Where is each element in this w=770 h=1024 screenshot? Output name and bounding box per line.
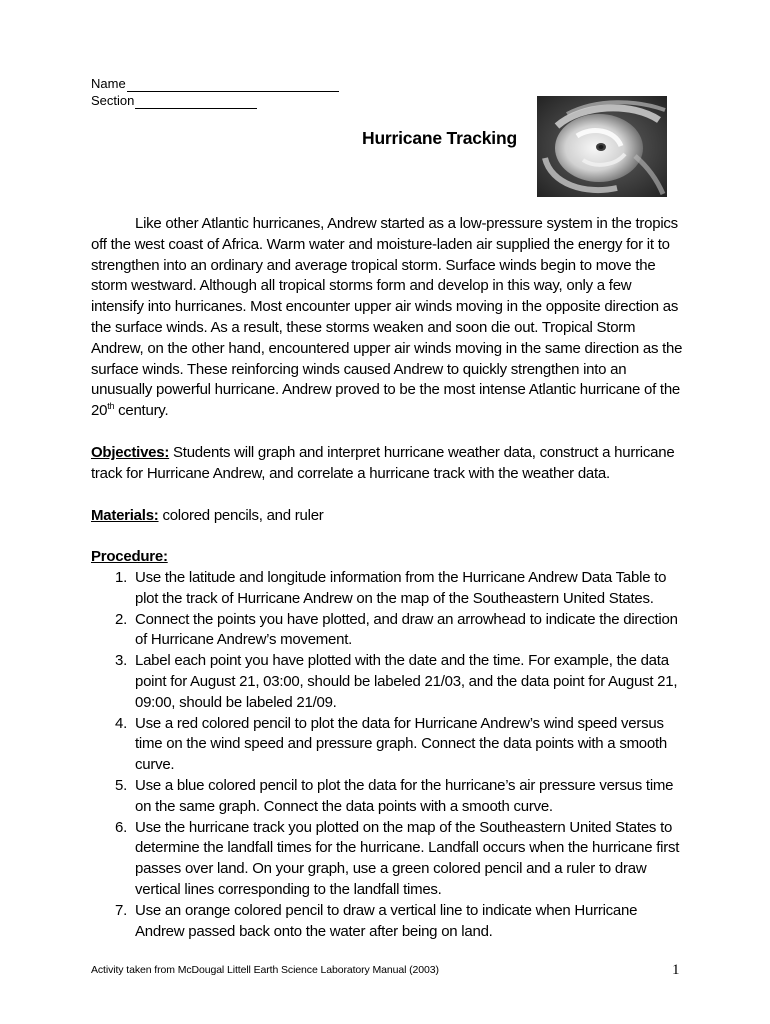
procedure-step xyxy=(91,818,685,901)
objectives-text: Students will graph and interpret hurricane weather data, construct a hurricane track for Hurricane Andrew, and correlate a hurricane track with the weather data. xyxy=(91,444,675,482)
step-text: Use a blue colored pencil to plot the data for the hurricane’s air pressure versus time on the same graph. Connect the data points with a smooth curve. xyxy=(135,776,674,815)
name-label: Name xyxy=(91,76,126,91)
procedure-step xyxy=(91,568,685,610)
procedure-step xyxy=(91,651,685,713)
procedure-steps xyxy=(91,568,685,942)
section-blank-line[interactable] xyxy=(135,94,257,109)
step-text: Use the latitude and longitude information from the Hurricane Andrew Data Table to plot the track of Hurricane Andrew on the map of the Southeastern United States. xyxy=(135,569,667,607)
materials-paragraph xyxy=(91,506,685,527)
procedure-heading: Procedure: xyxy=(91,548,168,565)
name-field-row xyxy=(91,75,339,92)
objectives-heading: Objectives: xyxy=(91,444,170,461)
step-text: Use an orange colored pencil to draw a vertical line to indicate when Hurricane Andrew passed back onto the water after being on land. xyxy=(135,901,638,940)
step-number: 5. xyxy=(114,776,127,794)
page-title: Hurricane Tracking xyxy=(362,128,517,148)
step-text: Use a red colored pencil to plot the data for Hurricane Andrew’s wind speed versus time on the wind speed and pressure graph. Connect the data points with a smooth curve. xyxy=(135,714,668,774)
intro-text: Like other Atlantic hurricanes, Andrew started as a low-pressure system in the tropics off the west coast of Africa. Warm water and moisture-laden air supplied the energy for it to strengthen into an ordinary and average tropical storm. Surface winds begin to move the storm westward. Although all tropical storms form and develop in this way, only a few intensify into hurricanes. Most encounter upper air winds moving in the opposite direction as the surface winds. As a result, these storms weaken and soon die out. Tropical Storm Andrew, on the other hand, encountered upper air winds moving in the same direction as the surface winds. These reinforcing winds caused Andrew to quickly strengthen into an unusually powerful hurricane. Andrew proved to be the most intense Atlantic hurricane of the 20 xyxy=(91,215,683,420)
procedure-step xyxy=(91,610,685,652)
intro-superscript: th xyxy=(107,401,115,412)
step-text: Label each point you have plotted with the date and the time. For example, the data point for August 21, 03:00, should be labeled 21/03, and the data point for August 21, 09:00, should be labeled 21/09. xyxy=(135,652,678,711)
section-field-row xyxy=(91,92,339,109)
step-text: Use the hurricane track you plotted on the map of the Southeastern United States to determine the landfall times for the hurricane. Landfall occurs when the hurricane first passes over land. On your graph, use a green colored pencil and a ruler to draw vertical lines corresponding to the landfall times. xyxy=(135,818,680,898)
header-fields xyxy=(91,75,339,109)
step-number: 1. xyxy=(114,569,127,586)
step-number: 3. xyxy=(114,652,127,670)
procedure-step xyxy=(91,901,685,943)
step-number: 7. xyxy=(114,901,127,919)
intro-text-end: century. xyxy=(114,402,169,420)
procedure-step xyxy=(91,776,685,818)
step-number: 2. xyxy=(114,610,127,628)
step-text: Connect the points you have plotted, and draw an arrowhead to indicate the direction of Hurricane Andrew’s movement. xyxy=(135,610,678,649)
intro-paragraph xyxy=(91,214,685,422)
materials-heading: Materials: xyxy=(91,507,159,524)
materials-text: colored pencils, and ruler xyxy=(158,507,324,524)
footer-source-note: Activity taken from McDougal Littell Earth Science Laboratory Manual (2003) xyxy=(91,964,439,976)
name-blank-line[interactable] xyxy=(127,77,339,92)
procedure-step xyxy=(91,714,685,776)
page-number: 1 xyxy=(672,962,680,978)
section-label: Section xyxy=(91,93,135,108)
hurricane-satellite-image xyxy=(537,96,667,197)
step-number: 4. xyxy=(114,714,127,732)
objectives-paragraph xyxy=(91,443,685,485)
step-number: 6. xyxy=(114,818,127,836)
